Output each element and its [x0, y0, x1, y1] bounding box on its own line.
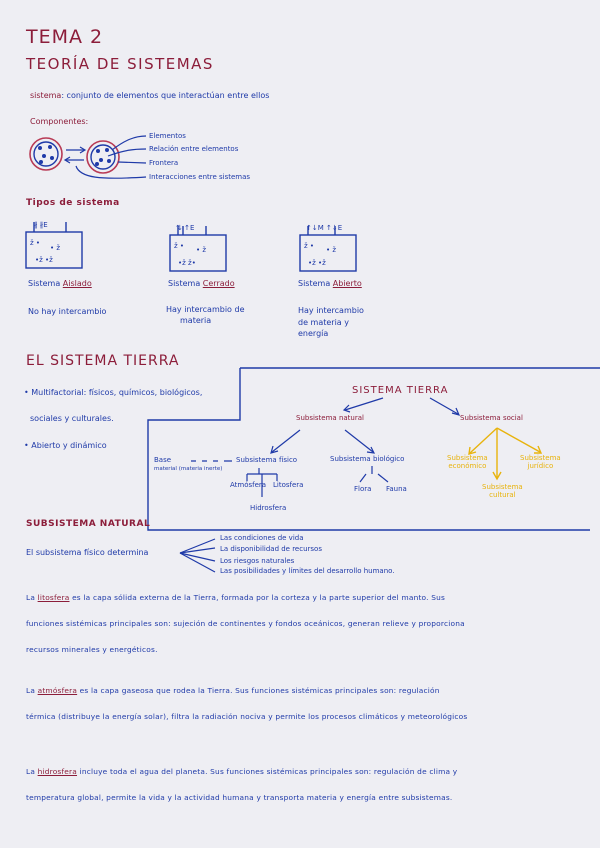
para-line: temperatura global, permite la vida y la actividad humana y transporta materia y energía entre subsistemas. — [26, 793, 453, 802]
tipos-heading: Tipos de sistema — [26, 198, 120, 208]
diagram-fauna: Fauna — [386, 485, 407, 493]
components-diagram — [30, 136, 146, 178]
diagram-flora: Flora — [354, 485, 372, 493]
page-title: TEMA 2 — [26, 26, 104, 48]
component-item: Interacciones entre sistemas — [149, 173, 251, 181]
para-line: es la capa gaseosa que rodea la Tierra. Sus funciones sistémicas principales son: regulación — [77, 686, 440, 695]
page-subtitle: TEORÍA DE SISTEMAS — [26, 55, 214, 73]
svg-text:ž •: ž • — [304, 242, 315, 250]
arrow-label: ⇅ ↑E — [176, 224, 195, 232]
para-line: incluye toda el agua del planeta. Sus funciones sistémicas principales son: regulación de clima y — [77, 767, 458, 776]
system-desc: de materia y — [298, 318, 349, 327]
determines-item: Las condiciones de vida — [220, 534, 304, 542]
component-item: Relación entre elementos — [149, 145, 239, 153]
diagram-litosfera: Litosfera — [273, 481, 304, 489]
svg-text:• ž: • ž — [326, 246, 337, 254]
system-desc: Hay intercambio de — [166, 305, 245, 314]
system-label-prefix: Sistema — [28, 279, 61, 288]
diagram-hidrosfera: Hidrosfera — [250, 504, 287, 512]
paragraph-hidrosfera — [26, 765, 457, 805]
determines-item: Los riesgos naturales — [220, 557, 295, 565]
tierra-bullet: • Multifactorial: físicos, químicos, biológicos, — [24, 388, 203, 397]
bullet-text: Abierto y dinámico — [31, 441, 107, 450]
diagram-base-sub: material (materia inerte) — [154, 466, 223, 472]
system-label-type: Abierto — [332, 279, 362, 288]
svg-text:•ž •ž: •ž •ž — [35, 256, 53, 264]
definition-text: : conjunto de elementos que interactúan entre ellos — [61, 91, 270, 100]
line: cultural — [489, 491, 516, 499]
component-item: Elementos — [149, 132, 186, 140]
component-item: Frontera — [149, 159, 179, 167]
tierra-bullet-cont: sociales y culturales. — [30, 414, 114, 423]
svg-text:•ž ž•: •ž ž• — [178, 259, 196, 267]
system-label-prefix: Sistema — [168, 279, 201, 288]
svg-text:ž •: ž • — [174, 242, 185, 250]
system-label-aislado — [28, 279, 92, 288]
line: Subsistema — [520, 454, 561, 462]
diagram-fisico: Subsistema físico — [236, 456, 298, 464]
diagram-biologico: Subsistema biológico — [330, 455, 405, 463]
para-lead: La — [26, 686, 38, 695]
diagram-atmosfera: Atmósfera — [230, 481, 267, 489]
para-lead: La — [26, 767, 38, 776]
system-label-type: Aislado — [62, 279, 92, 288]
paragraph-litosfera — [26, 591, 465, 657]
system-desc: No hay intercambio — [28, 307, 107, 316]
paragraph-atmosfera — [26, 684, 467, 724]
para-line: térmica (distribuye la energía solar), filtra la radiación nociva y permite los procesos climáticos y meteorológicos — [26, 712, 468, 721]
system-desc: Hay intercambio — [298, 306, 364, 315]
para-line: es la capa sólida externa de la Tierra, formada por la corteza y la parte superior del manto. Sus — [69, 593, 446, 602]
tierra-heading: EL SISTEMA TIERRA — [26, 353, 180, 369]
natural-heading: SUBSISTEMA NATURAL — [26, 519, 151, 529]
diagram-juridico — [520, 454, 561, 470]
system-label-abierto — [298, 279, 362, 288]
para-term: hidrosfera — [37, 767, 78, 776]
arrow-label: ∦ ∦E — [34, 221, 48, 229]
tierra-bullet: • Abierto y dinámico — [24, 441, 107, 450]
para-term: atmósfera — [37, 686, 78, 695]
diagram-cultural — [482, 483, 523, 499]
line: Subsistema — [482, 483, 523, 491]
system-label-prefix: Sistema — [298, 279, 331, 288]
diagram-natural: Subsistema natural — [296, 414, 364, 422]
svg-text:ž •: ž • — [30, 239, 41, 247]
diagram-base: Base — [154, 456, 172, 464]
para-line: recursos minerales y energéticos. — [26, 645, 158, 654]
para-term: litosfera — [37, 593, 70, 602]
svg-text:•ž •ž: •ž •ž — [308, 259, 326, 267]
system-label-type: Cerrado — [202, 279, 235, 288]
determines-arrows — [180, 539, 215, 572]
para-line: funciones sistémicas principales son: sujeción de continentes y fondos oceánicos, generan relieve y proporciona — [26, 619, 465, 628]
line: económico — [448, 462, 487, 470]
svg-text:• ž: • ž — [196, 246, 207, 254]
components-heading: Componentes: — [30, 117, 89, 126]
bullet-text: Multifactorial: físicos, químicos, biológicos, — [31, 388, 203, 397]
determines-item: Las posibilidades y límites del desarrollo humano. — [220, 567, 395, 575]
system-desc: energía — [298, 329, 329, 338]
diagram-root: SISTEMA TIERRA — [352, 385, 449, 396]
arrow-label: ↑↓M ↑↓E — [306, 224, 343, 232]
svg-text:• ž: • ž — [50, 244, 61, 252]
system-label-cerrado — [168, 279, 235, 288]
definition-term: sistema — [30, 91, 62, 100]
line: jurídico — [527, 462, 554, 470]
line: Subsistema — [447, 454, 488, 462]
diagram-economico — [447, 454, 488, 470]
para-lead: La — [26, 593, 38, 602]
diagram-social: Subsistema social — [460, 414, 523, 422]
natural-lead: El subsistema físico determina — [26, 548, 149, 557]
system-desc: materia — [180, 316, 212, 325]
determines-item: La disponibilidad de recursos — [220, 545, 322, 553]
